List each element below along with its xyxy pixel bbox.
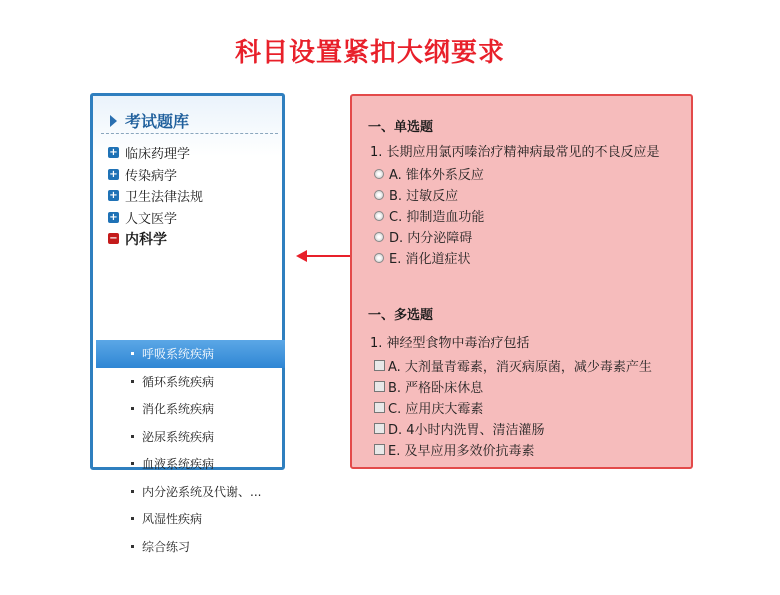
question-bank-title: 考试题库 [125, 112, 190, 131]
topic-item[interactable] [96, 533, 285, 561]
checkbox-icon[interactable] [374, 444, 385, 455]
bullet-icon [131, 517, 134, 520]
bullet-icon [131, 407, 134, 410]
topic-label: 泌尿系统疾病 [142, 429, 215, 444]
option-label: D. 内分泌障碍 [389, 231, 473, 246]
bullet-icon [131, 435, 134, 438]
option-label: B. 过敏反应 [389, 189, 459, 204]
multi-choice-section-title: 一、多选题 [368, 308, 434, 323]
radio-button-icon[interactable] [374, 190, 384, 200]
option-label: A. 锥体外系反应 [389, 168, 484, 183]
topic-item[interactable] [96, 505, 285, 533]
subject-list [108, 142, 278, 250]
checkbox-option[interactable] [374, 418, 545, 439]
checkbox-icon[interactable] [374, 360, 385, 371]
option-label: C. 抑制造血功能 [389, 210, 485, 225]
option-label: D. 4小时内洗胃、清洁灌肠 [388, 423, 545, 438]
radio-option[interactable] [374, 163, 484, 184]
question-bank-panel [90, 93, 285, 554]
option-label: E. 及早应用多效价抗毒素 [388, 444, 535, 459]
subject-label: 内科学 [125, 231, 167, 248]
bullet-icon [131, 462, 134, 465]
radio-option[interactable] [374, 226, 472, 247]
topic-label: 呼吸系统疾病 [142, 347, 215, 362]
page-headline: 科目设置紧扣大纲要求 [234, 38, 505, 68]
question-bank-header [101, 108, 278, 134]
topic-item[interactable] [96, 395, 285, 423]
single-choice-section-title: 一、单选题 [368, 120, 434, 135]
checkbox-option[interactable] [374, 376, 483, 397]
radio-button-icon[interactable] [374, 253, 384, 263]
subject-item[interactable] [108, 164, 278, 186]
subject-item[interactable] [108, 185, 278, 207]
minus-icon[interactable]: − [109, 233, 118, 245]
subject-item-expanded[interactable] [108, 228, 278, 250]
checkbox-option[interactable] [374, 355, 652, 376]
topic-label: 消化系统疾病 [142, 402, 215, 417]
subject-label: 临床药理学 [125, 147, 191, 163]
subject-label: 传染病学 [125, 168, 178, 184]
topic-item[interactable] [96, 450, 285, 478]
checkbox-icon[interactable] [374, 402, 385, 413]
multi-choice-question: 1. 神经型食物中毒治疗包括 [370, 336, 530, 351]
checkbox-icon[interactable] [374, 381, 385, 392]
topic-label: 内分泌系统及代谢、... [142, 484, 262, 499]
topic-item[interactable] [96, 368, 285, 396]
checkbox-option[interactable] [374, 439, 534, 460]
topic-label: 血液系统疾病 [142, 457, 215, 472]
topic-label: 综合练习 [142, 539, 191, 554]
option-label: E. 消化道症状 [389, 252, 471, 267]
radio-button-icon[interactable] [374, 232, 384, 242]
option-label: C. 应用庆大霉素 [388, 402, 484, 417]
bullet-icon [131, 352, 134, 355]
subject-label: 卫生法律法规 [125, 190, 204, 206]
topic-item-selected[interactable] [96, 340, 285, 368]
bullet-icon [131, 490, 134, 493]
topic-item[interactable] [96, 478, 285, 506]
option-label: A. 大剂量青霉素，消灭病原菌，减少毒素产生 [388, 360, 652, 375]
radio-option[interactable] [374, 205, 484, 226]
radio-option[interactable] [374, 184, 458, 205]
bullet-icon [131, 545, 134, 548]
option-label: B. 严格卧床休息 [388, 381, 484, 396]
topic-label: 循环系统疾病 [142, 374, 215, 389]
bullet-icon [131, 380, 134, 383]
radio-button-icon[interactable] [374, 211, 384, 221]
subject-item[interactable] [108, 142, 278, 164]
plus-icon[interactable]: + [109, 211, 118, 223]
pointer-arrow-line [306, 255, 350, 257]
topic-item[interactable] [96, 423, 285, 451]
single-choice-question: 1. 长期应用氯丙嗪治疗精神病最常见的不良反应是 [370, 145, 660, 160]
radio-button-icon[interactable] [374, 169, 384, 179]
checkbox-option[interactable] [374, 397, 483, 418]
triangle-right-icon [110, 115, 117, 127]
sample-questions-panel [350, 94, 693, 469]
subject-item[interactable] [108, 207, 278, 229]
arrow-left-icon [296, 250, 307, 262]
subject-label: 人文医学 [125, 211, 178, 227]
topic-list [96, 340, 285, 560]
plus-icon[interactable]: + [109, 190, 118, 202]
plus-icon[interactable]: + [109, 168, 118, 180]
plus-icon[interactable]: + [109, 147, 118, 159]
radio-option[interactable] [374, 247, 470, 268]
topic-label: 风湿性疾病 [142, 512, 203, 527]
checkbox-icon[interactable] [374, 423, 385, 434]
